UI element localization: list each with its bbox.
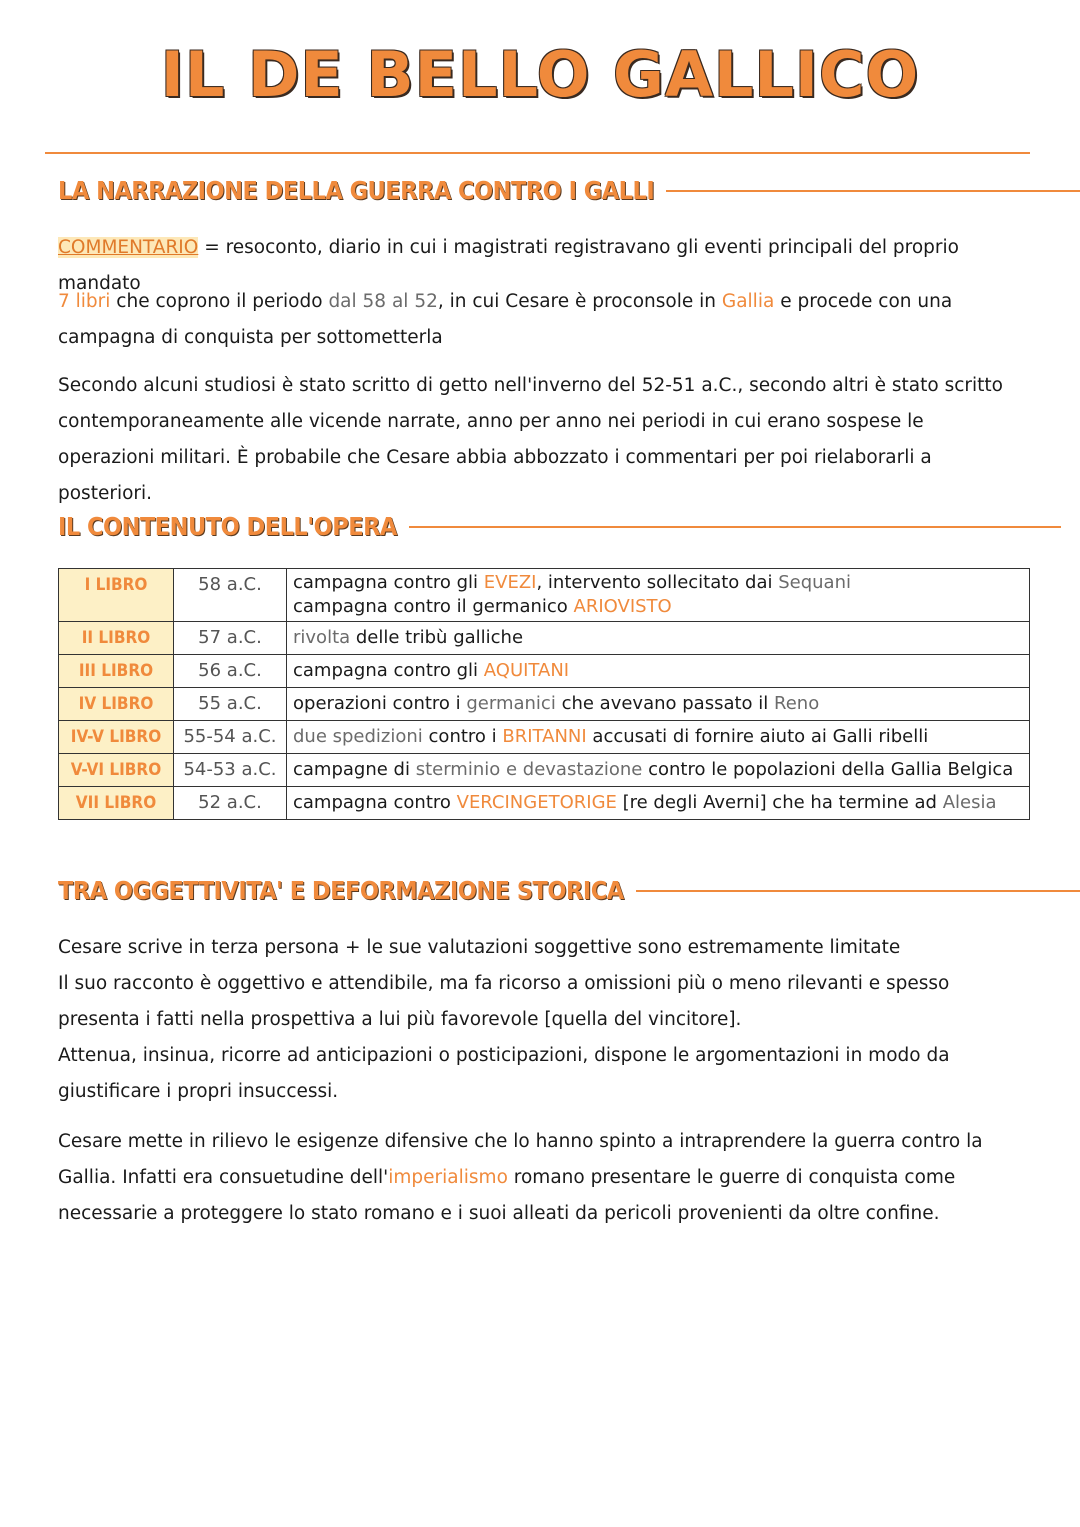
paragraph-esigenze — [58, 1124, 1013, 1232]
description-fragment: AQUITANI — [483, 660, 570, 681]
section-heading-rule — [636, 890, 1080, 892]
description-cell — [287, 721, 1030, 754]
description-line — [293, 571, 1023, 595]
year-cell: 55-54 a.C. — [174, 721, 287, 754]
paragraph-terza-persona: Cesare scrive in terza persona + le sue valutazioni soggettive sono estremamente limitate — [58, 937, 901, 958]
section-heading-narrazione — [58, 176, 1080, 205]
commentario-definition: = resoconto, diario in cui i magistrati registravano gli eventi principali del proprio mandato — [58, 237, 959, 294]
libri-period: dal 58 al 52 — [328, 291, 438, 312]
libri-count: 7 libri — [58, 291, 111, 312]
description-fragment: BRITANNI — [502, 726, 587, 747]
description-fragment: campagna contro gli — [293, 660, 484, 681]
year-cell: 58 a.C. — [174, 569, 287, 622]
libri-text: che coprono il periodo — [110, 291, 329, 312]
year-cell: 54-53 a.C. — [174, 754, 287, 787]
description-fragment: rivolta — [293, 627, 351, 648]
paragraph-composizione: Secondo alcuni studiosi è stato scritto di getto nell'inverno del 52-51 a.C., secondo altri è stato scritto contemporaneamente alle vicende narrate, anno per anno nei periodi in cui erano sospese le operazioni militari. È probabile che Cesare abbia abbozzato i commentari per poi rielaborarli a posteriori. — [58, 375, 1003, 504]
book-cell: IV LIBRO — [59, 688, 174, 721]
term-commentario: COMMENTARIO — [58, 237, 199, 258]
libri-gallia: Gallia — [721, 291, 775, 312]
table-row — [59, 787, 1030, 820]
year-cell: 55 a.C. — [174, 688, 287, 721]
description-fragment: [re degli Averni] che ha termine ad — [616, 792, 943, 813]
table-row — [59, 622, 1030, 655]
description-fragment: contro le popolazioni della Gallia Belgica — [642, 759, 1014, 780]
description-fragment: accusati di fornire aiuto ai Galli ribelli — [586, 726, 929, 747]
book-cell: I LIBRO — [59, 569, 174, 622]
description-fragment: , intervento sollecitato dai — [536, 572, 779, 593]
libri-text: , in cui Cesare è proconsole in — [437, 291, 722, 312]
term-imperialismo: imperialismo — [388, 1167, 508, 1188]
paragraph-libri — [58, 284, 958, 356]
section-heading-rule — [409, 526, 1061, 528]
table-row — [59, 569, 1030, 622]
description-fragment: contro i — [422, 726, 503, 747]
year-cell: 57 a.C. — [174, 622, 287, 655]
book-cell: V-VI LIBRO — [59, 754, 174, 787]
section-heading-text: TRA OGGETTIVITA' E DEFORMAZIONE STORICA — [58, 876, 624, 905]
description-fragment: sterminio e devastazione — [415, 759, 643, 780]
paragraph-attenua: Attenua, insinua, ricorre ad anticipazioni o posticipazioni, dispone le argomentazioni in modo da giustificare i propri insuccessi. — [58, 1045, 950, 1102]
page-title: IL DE BELLO GALLICO — [160, 38, 920, 111]
description-fragment: due spedizioni — [293, 726, 423, 747]
description-fragment: EVEZI — [483, 572, 537, 593]
section-heading-text: IL CONTENUTO DELL'OPERA — [58, 512, 397, 541]
description-fragment: campagna contro — [293, 792, 457, 813]
year-cell: 52 a.C. — [174, 787, 287, 820]
book-cell: VII LIBRO — [59, 787, 174, 820]
description-fragment: Alesia — [942, 792, 997, 813]
description-fragment: delle tribù galliche — [350, 627, 524, 648]
description-cell — [287, 655, 1030, 688]
description-cell — [287, 688, 1030, 721]
section-heading-rule — [666, 190, 1080, 192]
description-fragment: germanici — [466, 693, 556, 714]
section-heading-text: LA NARRAZIONE DELLA GUERRA CONTRO I GALLI — [58, 176, 655, 205]
description-fragment: ARIOVISTO — [573, 596, 672, 617]
description-fragment: campagna contro il germanico — [293, 596, 574, 617]
description-fragment: Sequani — [778, 572, 851, 593]
paragraph-racconto: Il suo racconto è oggettivo e attendibile, ma fa ricorso a omissioni più o meno rilevanti e spesso presenta i fatti nella prospettiva a lui più favorevole [quella del vincitore]. — [58, 973, 950, 1030]
table-row — [59, 721, 1030, 754]
book-cell: II LIBRO — [59, 622, 174, 655]
table-row — [59, 655, 1030, 688]
description-fragment: VERCINGETORIGE — [456, 792, 617, 813]
description-fragment: che avevano passato il — [555, 693, 775, 714]
description-fragment: operazioni contro i — [293, 693, 467, 714]
description-cell — [287, 622, 1030, 655]
year-cell: 56 a.C. — [174, 655, 287, 688]
libri-text: e procede con una campagna di conquista per sottometterla — [58, 291, 953, 348]
description-cell — [287, 569, 1030, 622]
book-cell: III LIBRO — [59, 655, 174, 688]
table-row — [59, 688, 1030, 721]
esigenze-text: Cesare mette in rilievo le esigenze difensive che lo hanno spinto a intraprendere la guerra contro la Gallia. Infatti era consuetudine dell' — [58, 1131, 983, 1188]
description-fragment: Reno — [774, 693, 820, 714]
title-divider — [45, 152, 1030, 154]
table-row — [59, 754, 1030, 787]
section-heading-oggettivita — [58, 876, 1080, 905]
book-cell: IV-V LIBRO — [59, 721, 174, 754]
esigenze-text: romano presentare le guerre di conquista come necessarie a proteggere lo stato romano e i suoi alleati da pericoli provenienti da oltre confine. — [58, 1167, 956, 1224]
section-heading-contenuto — [58, 512, 1061, 541]
libri-table — [58, 568, 1030, 820]
description-fragment: campagna contro gli — [293, 572, 484, 593]
description-line — [293, 595, 1023, 619]
description-fragment: campagne di — [293, 759, 416, 780]
description-cell — [287, 787, 1030, 820]
description-cell — [287, 754, 1030, 787]
